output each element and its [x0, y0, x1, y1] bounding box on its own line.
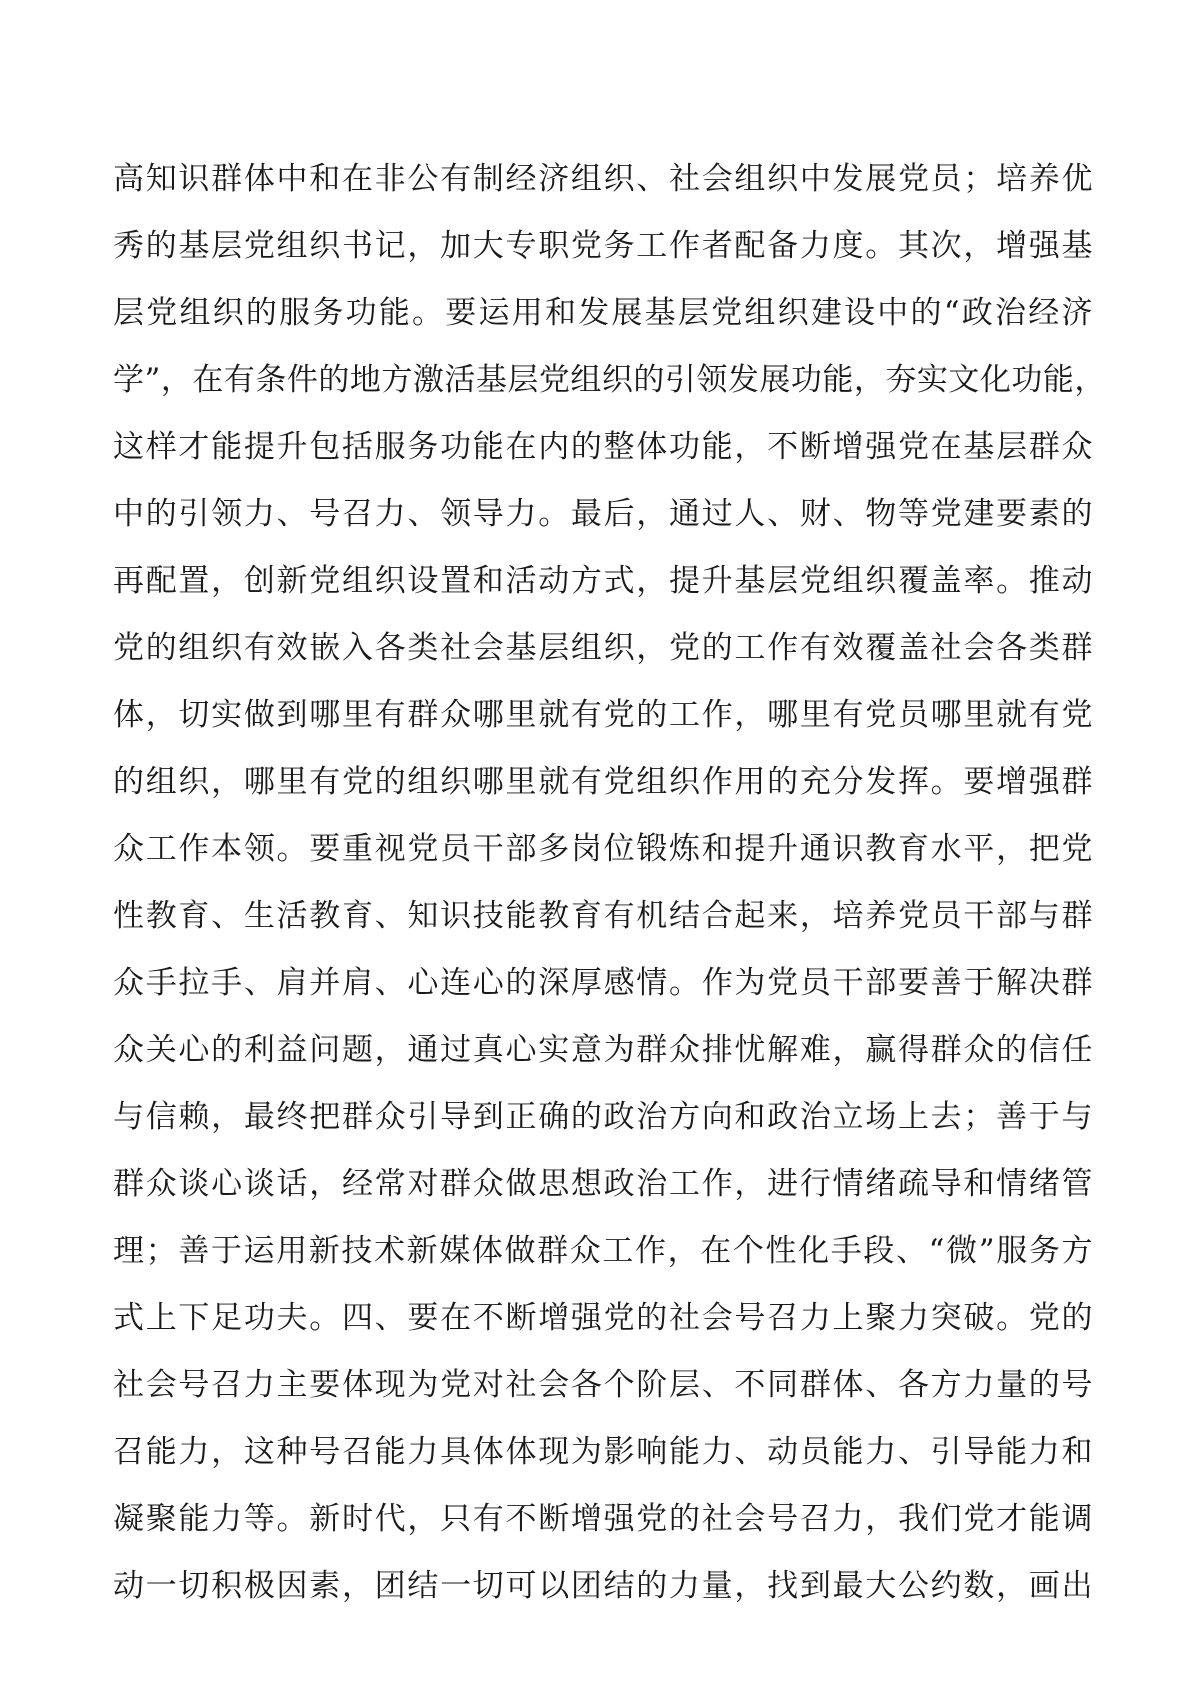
- body-text: [113, 146, 1106, 1620]
- text-line-7: 再配置，创新党组织设置和活动方式，提升基层党组织覆盖率。推动: [113, 563, 1093, 599]
- text-line-13: 众手拉手、肩并肩、心连心的深厚感情。作为党员干部要善于解决群: [113, 965, 1093, 1001]
- text-line-5: 这样才能提升包括服务功能在内的整体功能，不断增强党在基层群众: [113, 429, 1093, 465]
- text-line-1: 高知识群体中和在非公有制经济组织、社会组织中发展党员；培养优: [113, 161, 1093, 197]
- text-line-17: 理；善于运用新技术新媒体做群众工作，在个性化手段、“微”服务方: [113, 1233, 1093, 1269]
- text-line-20: 召能力，这种号召能力具体体现为影响能力、动员能力、引导能力和: [113, 1434, 1093, 1470]
- text-line-10: 的组织，哪里有党的组织哪里就有党组织作用的充分发挥。要增强群: [113, 764, 1093, 800]
- text-line-12: 性教育、生活教育、知识技能教育有机结合起来，培养党员干部与群: [113, 898, 1093, 934]
- text-line-11: 众工作本领。要重视党员干部多岗位锻炼和提升通识教育水平，把党: [113, 831, 1093, 867]
- text-line-21: 凝聚能力等。新时代，只有不断增强党的社会号召力，我们党才能调: [113, 1501, 1093, 1537]
- text-line-22: 动一切积极因素，团结一切可以团结的力量，找到最大公约数，画出: [113, 1568, 1093, 1604]
- text-line-6: 中的引领力、号召力、领导力。最后，通过人、财、物等党建要素的: [113, 496, 1093, 532]
- text-line-18: 式上下足功夫。四、要在不断增强党的社会号召力上聚力突破。党的: [113, 1300, 1093, 1336]
- text-line-3: 层党组织的服务功能。要运用和发展基层党组织建设中的“政治经济: [113, 295, 1093, 331]
- text-line-16: 群众谈心谈话，经常对群众做思想政治工作，进行情绪疏导和情绪管: [113, 1166, 1093, 1202]
- text-line-15: 与信赖，最终把群众引导到正确的政治方向和政治立场上去；善于与: [113, 1099, 1093, 1135]
- text-line-8: 党的组织有效嵌入各类社会基层组织，党的工作有效覆盖社会各类群: [113, 630, 1093, 666]
- text-line-2: 秀的基层党组织书记，加大专职党务工作者配备力度。其次，增强基: [113, 228, 1093, 264]
- text-line-9: 体，切实做到哪里有群众哪里就有党的工作，哪里有党员哪里就有党: [113, 697, 1093, 733]
- text-line-14: 众关心的利益问题，通过真心实意为群众排忧解难，赢得群众的信任: [113, 1032, 1093, 1068]
- text-line-4: 学”，在有条件的地方激活基层党组织的引领发展功能，夯实文化功能，: [113, 362, 1106, 398]
- text-line-19: 社会号召力主要体现为党对社会各个阶层、不同群体、各方力量的号: [113, 1367, 1093, 1403]
